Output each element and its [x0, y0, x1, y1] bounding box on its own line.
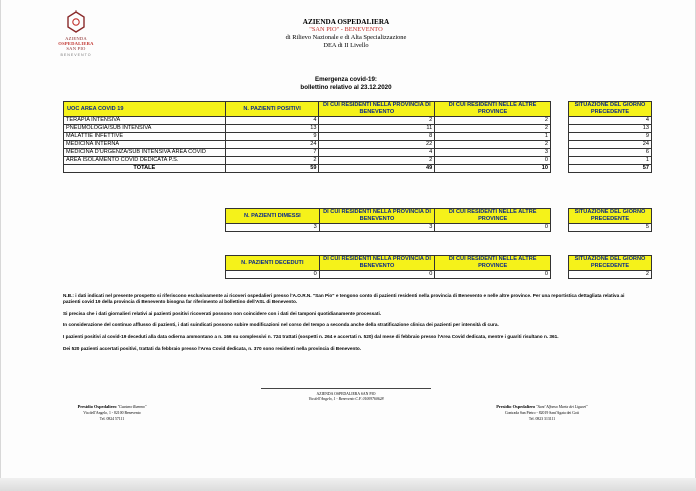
dimessi-value-res-altre: 0 [435, 224, 551, 232]
deceduti-value-prec: 2 [569, 271, 652, 279]
note-paragraph: In considerazione del continuo afflusso di pazienti, i dati suindicati possono subire modificazioni nel corso del tempo a seconda anche della stratificazione clinica dei pazienti per intensità di cura. [63, 322, 499, 328]
deceduti-header-res-altre: DI CUI RESIDENTI NELLE ALTRE PROVINCE [435, 256, 551, 271]
cell-positivi: 4 [225, 117, 319, 125]
cell-res-bn: 2 [319, 117, 435, 125]
header-org: AZIENDA OSPEDALIERA [302, 18, 390, 26]
footer-center-address: Via dell'Angelo, 1 - Benevento C.F. 01009760628 [308, 397, 384, 401]
col-header-positivi: N. PAZIENTI POSITIVI [225, 102, 319, 117]
bulletin-title [251, 76, 441, 91]
hospital-logo [45, 10, 107, 70]
table-row [64, 117, 551, 125]
footer-left-address: Via dell'Angelo, 1 - 82100 Benevento [83, 410, 141, 415]
table-row [64, 141, 551, 149]
cell-prec: 1 [569, 157, 652, 165]
cell-area: MEDICINA INTERNA [64, 141, 226, 149]
total-positivi: 59 [225, 165, 319, 173]
footer-right-address: Contrada San Pietro - 82019 Sant'Agata dei Goti [505, 410, 579, 415]
header-line-4: DEA di II Livello [323, 42, 369, 49]
cell-area: MEDICINA D'URGENZA/SUB INTENSIVA AREA COVID [64, 149, 226, 157]
main-table [63, 101, 551, 173]
cell-res-bn: 22 [319, 141, 435, 149]
deceduti-header-prec: SITUAZIONE DEL GIORNO PRECEDENTE [569, 256, 652, 271]
cell-area: MALATTIE INFETTIVE [64, 133, 226, 141]
cell-res-altre: 1 [435, 133, 551, 141]
cell-area: PNEUMOLOGIA/SUB INTENSIVA [64, 125, 226, 133]
total-res-bn: 49 [319, 165, 435, 173]
total-label: TOTALE [64, 165, 226, 173]
cell-positivi: 7 [225, 149, 319, 157]
total-row [64, 165, 551, 173]
notes-section [63, 293, 643, 357]
dimessi-value-main: 3 [226, 224, 320, 232]
footer-center [241, 392, 451, 402]
dimessi-header-main: N. PAZIENTI DIMESSI [226, 209, 320, 224]
col-header-res-altre: DI CUI RESIDENTI NELLE ALTRE PROVINCE [435, 102, 551, 117]
document-header [231, 18, 461, 50]
deceduti-header-res-bn: DI CUI RESIDENTI NELLA PROVINCIA DI BENEVENTO [319, 256, 435, 271]
footer-left-name: "Gaetano Rummo" [117, 405, 147, 409]
cell-area: AREA ISOLAMENTO COVID DEDICATA P.S. [64, 157, 226, 165]
cell-area: TERAPIA INTENSIVA [64, 117, 226, 125]
cell-positivi: 9 [225, 133, 319, 141]
footer-center-name: AZIENDA OSPEDALIERA SAN PIO [316, 392, 376, 396]
col-header-area: UOC AREA COVID 19 [64, 102, 226, 117]
dimessi-value-prec: 5 [569, 224, 652, 232]
total-res-altre: 10 [435, 165, 551, 173]
cell-res-altre: 3 [435, 149, 551, 157]
deceduti-value-res-altre: 0 [435, 271, 551, 279]
deceduti-previous-day [568, 255, 652, 279]
deceduti-value-res-bn: 0 [319, 271, 435, 279]
logo-line-4: BENEVENTO [60, 53, 92, 57]
cell-res-altre: 2 [435, 117, 551, 125]
dimessi-header-prec: SITUAZIONE DEL GIORNO PRECEDENTE [569, 209, 652, 224]
dimessi-header-res-altre: DI CUI RESIDENTI NELLE ALTRE PROVINCE [435, 209, 551, 224]
footer-right-title: Presidio Ospedaliero [496, 404, 536, 409]
deceduti-table [225, 255, 551, 279]
cell-res-altre: 2 [435, 125, 551, 133]
logo-line-1: AZIENDA [65, 36, 87, 41]
footer-right-name: "Sant' Alfonso Maria dei Liguori" [536, 405, 588, 409]
cell-prec: 24 [569, 141, 652, 149]
cell-res-bn: 2 [319, 157, 435, 165]
main-table-header-row [64, 102, 551, 117]
cell-res-altre: 2 [435, 141, 551, 149]
deceduti-header-main: N. PAZIENTI DECEDUTI [226, 256, 320, 271]
dimessi-value-res-bn: 3 [319, 224, 435, 232]
cell-res-bn: 8 [319, 133, 435, 141]
cell-prec: 9 [569, 133, 652, 141]
footer-left-tel: Tel. 0824 57111 [99, 416, 125, 421]
note-paragraph: Si precisa che i dati giornalieri relativi ai pazienti positivi ricoverati possono non coincidere con i dati dei tamponi quotidianamente processati. [63, 310, 382, 316]
note-paragraph: N.B.: i dati indicati nel presente prospetto si riferiscono esclusivamente ai ricoveri ospedalieri presso l'A.O.R.N. "San Pio" e tengono conto di pazienti residenti nella provincia di Benevento e nelle altre province. Per una reportistica dettagliata relativa ai pazienti covid 19 della provincia di Benevento bisogna far riferimento al bollettino dell'ASL di Benevento. [63, 293, 625, 305]
logo-line-3: SAN PIO [66, 46, 86, 51]
table-row [64, 149, 551, 157]
total-prec: 57 [569, 165, 652, 173]
dimessi-table [225, 208, 551, 232]
deceduti-value-main: 0 [226, 271, 320, 279]
cell-res-bn: 4 [319, 149, 435, 157]
col-header-prec: SITUAZIONE DEL GIORNO PRECEDENTE [569, 102, 652, 117]
header-name: "SAN PIO" - BENEVENTO [309, 26, 383, 33]
footer-divider [261, 388, 431, 389]
bulletin-title-line-1: Emergenza covid-19: [315, 76, 377, 83]
dimessi-header-res-bn: DI CUI RESIDENTI NELLA PROVINCIA DI BENEVENTO [319, 209, 435, 224]
cell-prec: 4 [569, 117, 652, 125]
table-row [64, 157, 551, 165]
cell-positivi: 2 [225, 157, 319, 165]
logo-line-2: OSPEDALIERA [58, 41, 94, 46]
cell-positivi: 13 [225, 125, 319, 133]
cell-positivi: 24 [225, 141, 319, 149]
cell-prec: 13 [569, 125, 652, 133]
header-line-3: di Rilievo Nazionale e di Alta Specializzazione [285, 34, 407, 41]
dimessi-previous-day [568, 208, 652, 232]
cell-res-bn: 11 [319, 125, 435, 133]
cell-res-altre: 0 [435, 157, 551, 165]
logo-emblem-icon [65, 10, 87, 36]
table-row [64, 125, 551, 133]
footer-left [67, 404, 157, 422]
footer-right-tel: Tel. 0823 313111 [528, 416, 556, 421]
page-bottom-shadow [0, 478, 696, 491]
note-paragraph: Dei 520 pazienti accertati positivi, trattati da febbraio presso l'Area Covid dedicata, n. 370 sono residenti nella provincia di Benevento. [63, 345, 362, 351]
bulletin-title-line-2: bollettino relativo al 23.12.2020 [300, 83, 392, 91]
footer-left-title: Presidio Ospedaliero [77, 404, 117, 409]
footer-right [477, 404, 607, 422]
table-row [64, 133, 551, 141]
note-paragraph: I pazienti positivi al covid-19 deceduti alla data odierna ammontano a n. 166 su complessivi n. 724 trattati (sospetti n. 264 e accertati n. 520) dal mese di febbraio presso l'Area Covid dedicata, mentre i guariti risultano n. 361. [63, 333, 559, 339]
cell-prec: 6 [569, 149, 652, 157]
col-header-res-bn: DI CUI RESIDENTI NELLA PROVINCIA DI BENEVENTO [319, 102, 435, 117]
main-table-previous-day [568, 101, 652, 173]
